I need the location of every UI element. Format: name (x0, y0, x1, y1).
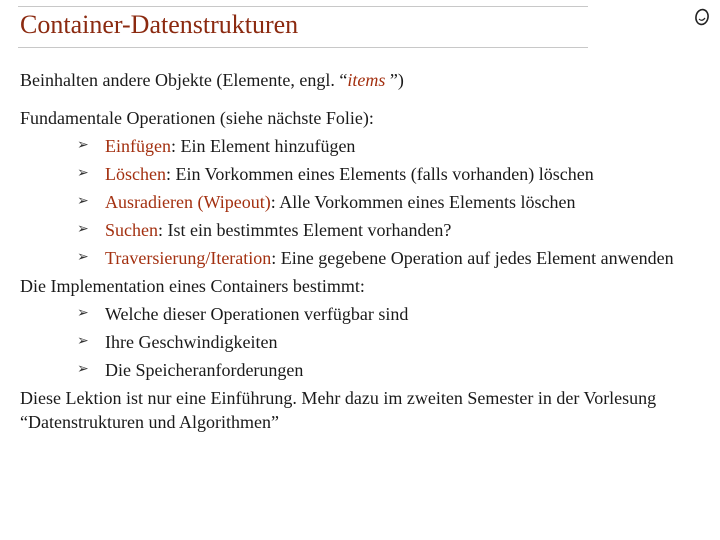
list-item (20, 300, 710, 328)
list-item (20, 216, 710, 244)
op-desc: : Ist ein bestimmtes Element vorhanden? (158, 220, 452, 240)
intro-suffix: ”) (385, 70, 404, 90)
op-desc: : Eine gegebene Operation auf jedes Element anwenden (271, 248, 674, 268)
title-rule-bottom (18, 47, 588, 48)
intro-prefix: Beinhalten andere Objekte (Elemente, engl. “ (20, 70, 348, 90)
op-desc: : Alle Vorkommen eines Elements löschen (270, 192, 576, 212)
list-item (20, 160, 710, 188)
op-term: Ausradieren (Wipeout) (105, 192, 271, 212)
arrow-bullet-icon: ➢ (77, 334, 89, 349)
slide-title: Container-Datenstrukturen (20, 10, 299, 39)
impl-item: Welche dieser Operationen verfügbar sind (105, 304, 409, 324)
list-item (20, 188, 710, 216)
arrow-bullet-icon: ➢ (77, 306, 89, 321)
closing-text: Diese Lektion ist nur eine Einführung. Mehr dazu im zweiten Semester in der Vorlesung “Datenstrukturen und Algorithmen” (20, 388, 657, 432)
list-item (20, 132, 710, 160)
arrow-bullet-icon: ➢ (77, 138, 89, 153)
arrow-bullet-icon: ➢ (77, 362, 89, 377)
arrow-bullet-icon: ➢ (77, 250, 89, 265)
slide-body (20, 66, 710, 434)
arrow-bullet-icon: ➢ (77, 194, 89, 209)
op-desc: : Ein Vorkommen eines Elements (falls vorhanden) löschen (165, 164, 594, 184)
intro-line (20, 66, 710, 94)
impl-item: Ihre Geschwindigkeiten (105, 332, 278, 352)
op-term: Einfügen (105, 136, 171, 156)
list-item (20, 356, 710, 384)
op-term: Suchen (105, 220, 158, 240)
impl-heading: Die Implementation eines Containers bestimmt: (20, 276, 365, 296)
intro-term: items (347, 70, 386, 90)
list-item (20, 328, 710, 356)
ring-logo-icon (693, 8, 711, 26)
arrow-bullet-icon: ➢ (77, 222, 89, 237)
list-item (20, 244, 710, 272)
ops-heading: Fundamentale Operationen (siehe nächste Folie): (20, 108, 374, 128)
impl-item: Die Speicheranforderungen (105, 360, 304, 380)
title-rule-top (18, 6, 588, 7)
arrow-bullet-icon: ➢ (77, 166, 89, 181)
op-term: Traversierung/Iteration (105, 248, 272, 268)
op-term: Löschen (105, 164, 166, 184)
op-desc: : Ein Element hinzufügen (170, 136, 356, 156)
